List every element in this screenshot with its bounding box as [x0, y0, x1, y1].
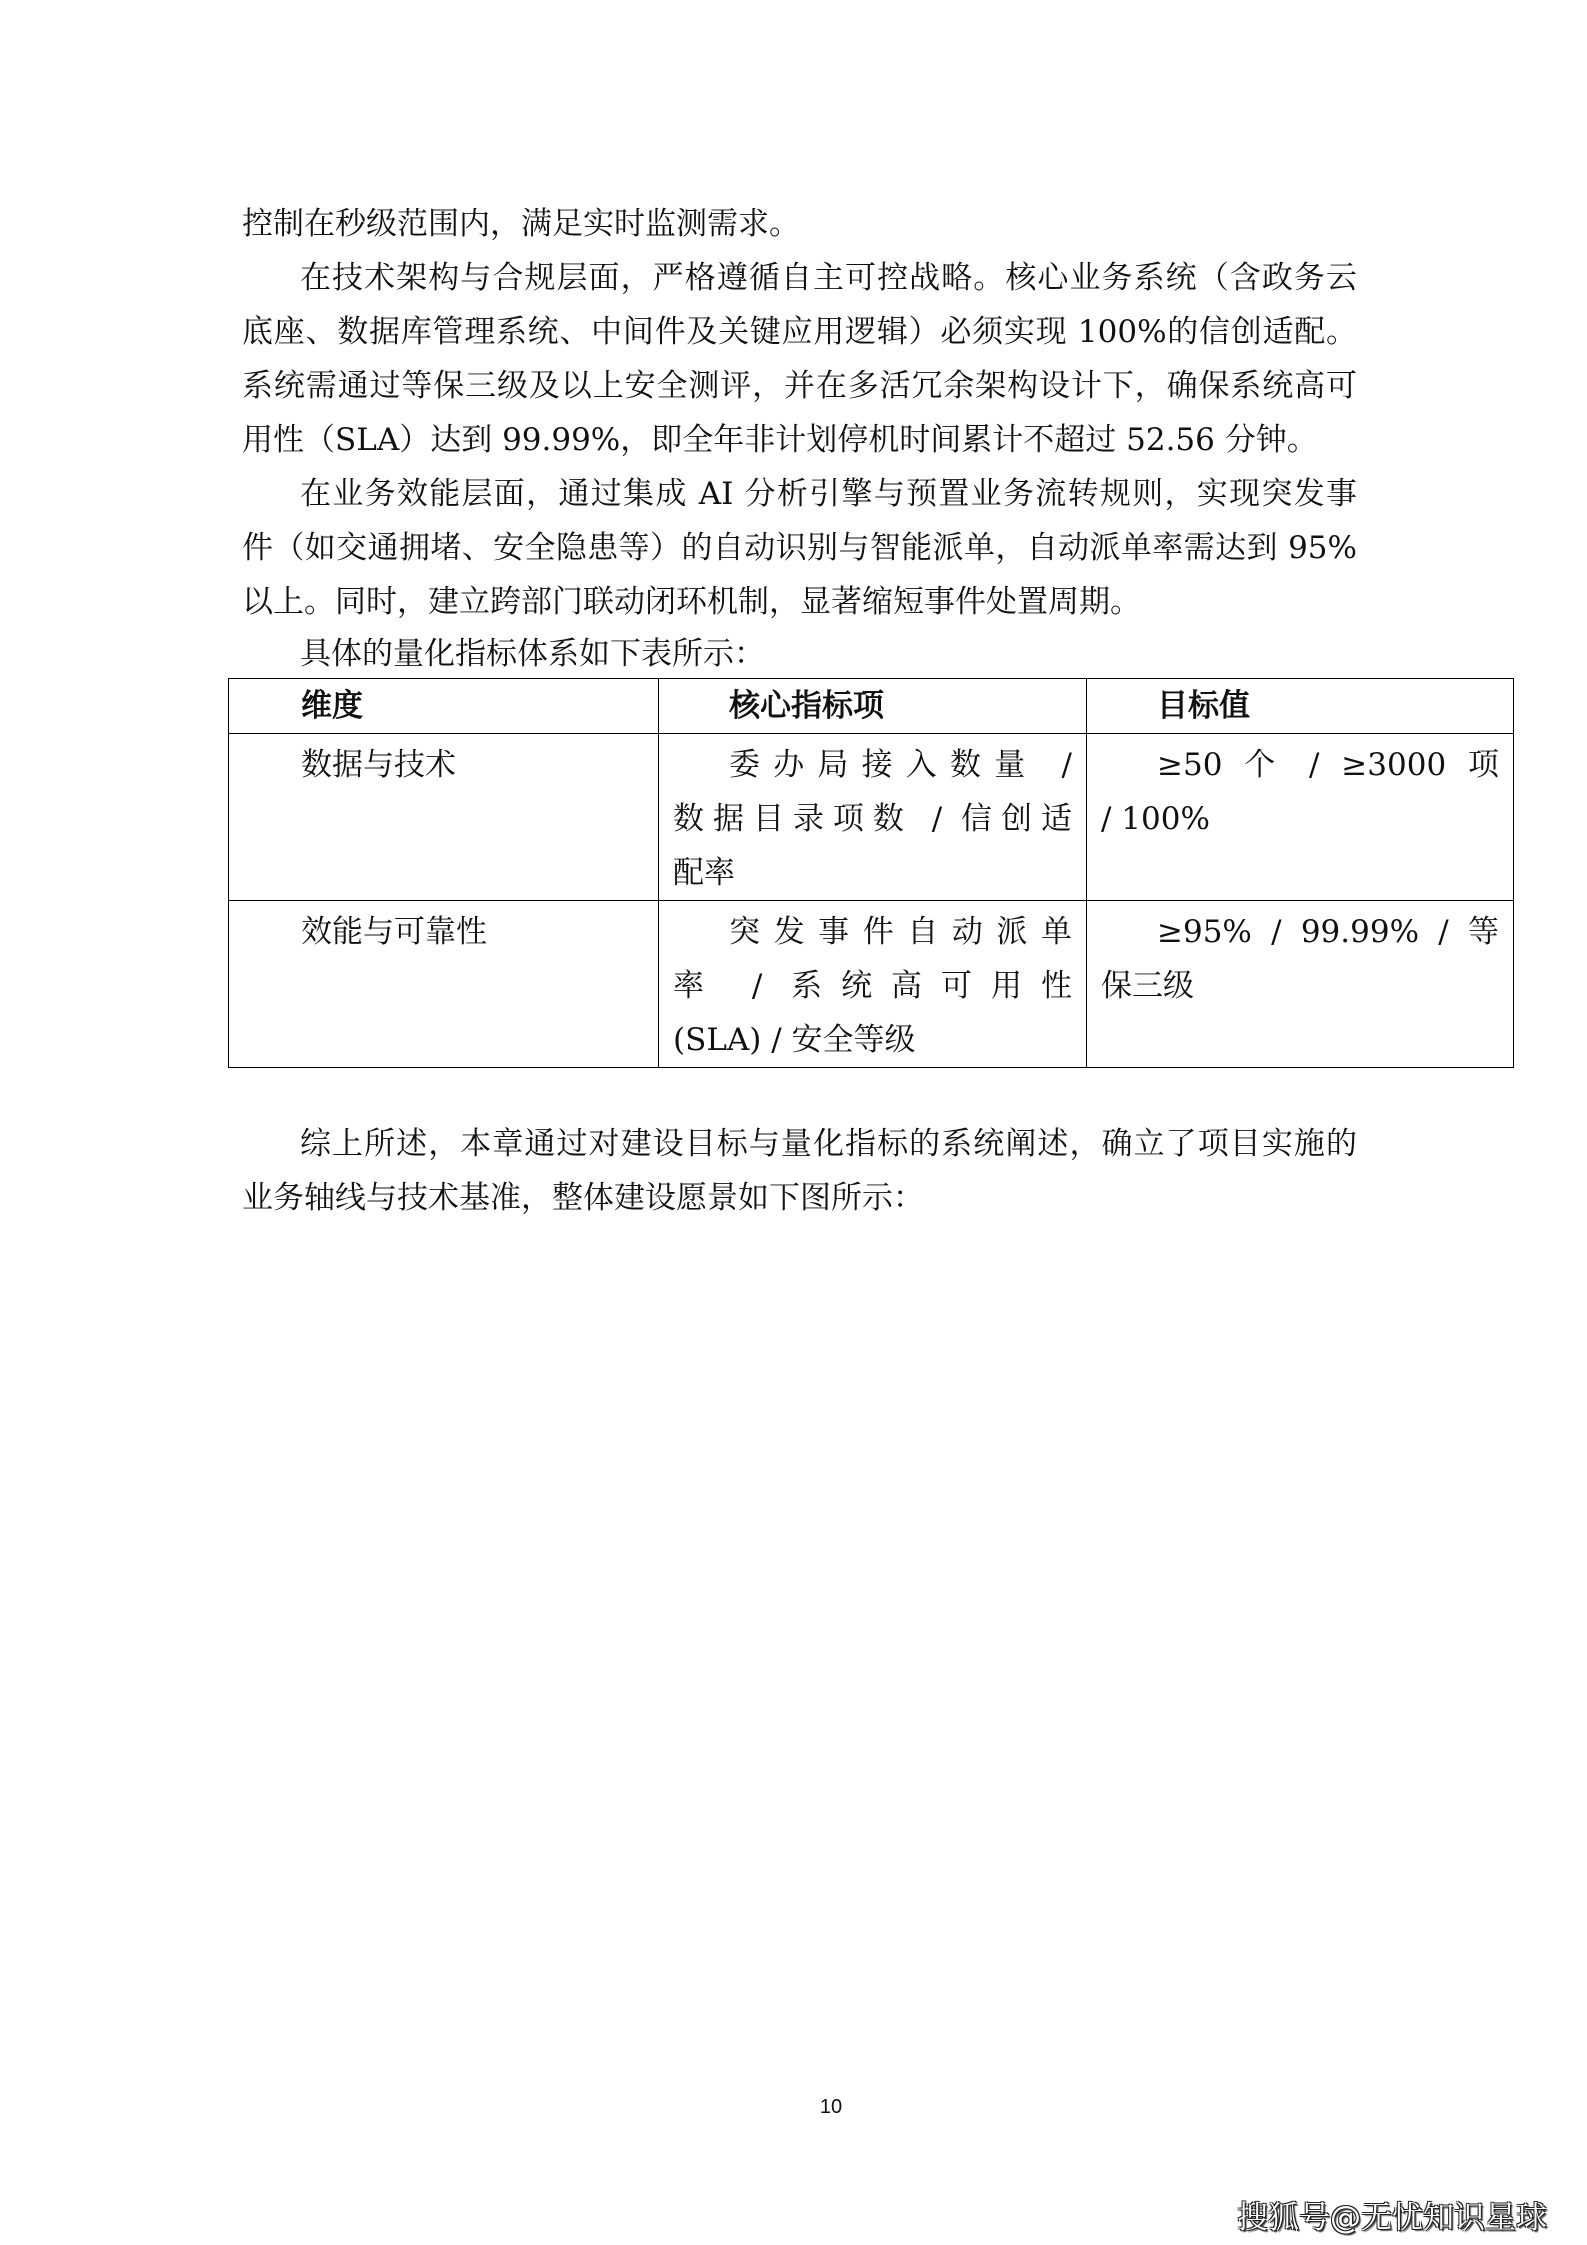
- paragraph-line: 底座、数据库管理系统、中间件及关键应用逻辑）必须实现 100%的信创适配。: [242, 314, 1357, 350]
- watermark: 搜狐号@无忧知识星球: [1237, 2200, 1547, 2236]
- page-number: 10: [819, 2096, 843, 2118]
- paragraph-line: 以上。同时，建立跨部门联动闭环机制，显著缩短事件处置周期。: [242, 584, 1141, 620]
- table-header-row: [229, 679, 1514, 734]
- paragraph-line: 在业务效能层面，通过集成 AI 分析引擎与预置业务流转规则，实现突发事: [300, 476, 1357, 512]
- paragraph-line: 件（如交通拥堵、安全隐患等）的自动识别与智能派单，自动派单率需达到 95%: [242, 530, 1357, 566]
- cell-line: ≥50 个 / ≥3000 项: [1157, 747, 1499, 783]
- cell-dimension: 效能与可靠性: [229, 901, 659, 1068]
- paragraph-line: 控制在秒级范围内，满足实时监测需求。: [242, 206, 800, 242]
- cell-line: 率 / 系统高可用性: [673, 968, 1072, 1004]
- paragraph-line: 业务轴线与技术基准，整体建设愿景如下图所示：: [242, 1180, 924, 1216]
- cell-indicator: [659, 901, 1087, 1068]
- cell-line: 突发事件自动派单: [729, 914, 1072, 950]
- paragraph-line: 用性（SLA）达到 99.99%，即全年非计划停机时间累计不超过 52.56 分钟。: [242, 422, 1318, 458]
- cell-dimension: 数据与技术: [229, 734, 659, 901]
- cell-line: 委办局接入数量 /: [729, 747, 1072, 783]
- paragraph-line: 系统需通过等保三级及以上安全测评，并在多活冗余架构设计下，确保系统高可: [242, 368, 1357, 404]
- cell-line: ≥95% / 99.99% / 等: [1157, 914, 1499, 950]
- header-target: 目标值: [1087, 679, 1514, 734]
- metrics-table: [228, 678, 1514, 1068]
- table-row: [229, 901, 1514, 1068]
- paragraph-line: 具体的量化指标体系如下表所示：: [300, 636, 765, 672]
- paragraph-line: 综上所述，本章通过对建设目标与量化指标的系统阐述，确立了项目实施的: [300, 1126, 1357, 1162]
- cell-line: 保三级: [1101, 968, 1194, 1004]
- paragraph-line: 在技术架构与合规层面，严格遵循自主可控战略。核心业务系统（含政务云: [300, 260, 1357, 296]
- cell-line: 数据目录项数 / 信创适: [673, 801, 1072, 837]
- cell-target: [1087, 901, 1514, 1068]
- cell-line: (SLA) / 安全等级: [673, 1022, 916, 1058]
- cell-line: 配率: [673, 855, 735, 891]
- cell-target: [1087, 734, 1514, 901]
- header-indicator: 核心指标项: [659, 679, 1087, 734]
- cell-line: / 100%: [1101, 801, 1210, 837]
- table-row: [229, 734, 1514, 901]
- cell-indicator: [659, 734, 1087, 901]
- header-dimension: 维度: [229, 679, 659, 734]
